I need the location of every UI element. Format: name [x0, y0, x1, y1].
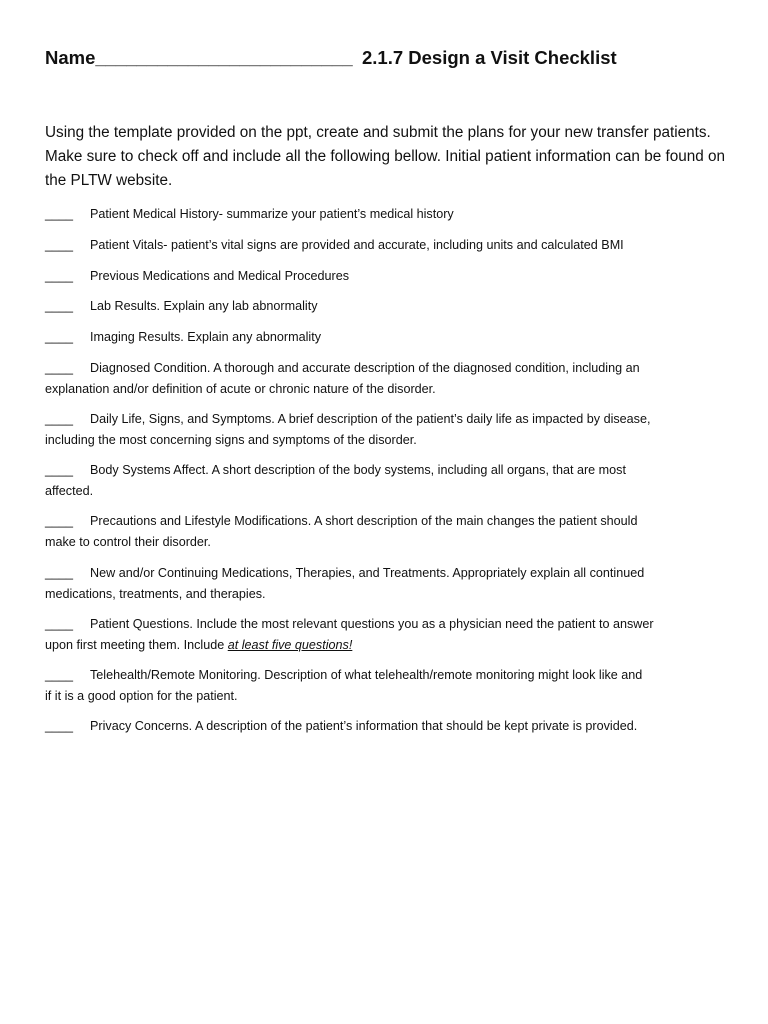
check-blank: ____ — [45, 299, 74, 313]
checklist-item-text: Body Systems Affect. A short description of the body systems, including all organs, that are most — [90, 463, 626, 477]
checklist-item-text-continued: including the most concerning signs and symptoms of the disorder. — [45, 433, 417, 447]
checklist-item-text-continued: explanation and/or definition of acute or chronic nature of the disorder. — [45, 382, 436, 396]
checklist-item-text: Patient Questions. Include the most relevant questions you as a physician need the patient to answer — [90, 617, 654, 631]
checklist-item-body-systems — [45, 460, 735, 502]
checklist-item-text-continued: affected. — [45, 484, 94, 498]
checklist-item-text-continued: if it is a good option for the patient. — [45, 689, 238, 703]
checklist-item-text: New and/or Continuing Medications, Therapies, and Treatments. Appropriately explain all continued — [90, 566, 645, 580]
page-title: 2.1.7 Design a Visit Checklist — [362, 47, 617, 68]
checklist-item-text: Diagnosed Condition. A thorough and accurate description of the diagnosed condition, including an — [90, 361, 640, 375]
check-blank: ____ — [45, 719, 74, 733]
checklist-item-text: Lab Results. Explain any lab abnormality — [90, 299, 318, 313]
checklist-item-imaging-results — [45, 327, 735, 348]
checklist-item-privacy — [45, 716, 735, 737]
check-blank: ____ — [45, 269, 74, 283]
checklist-item-text: Patient Vitals- patient’s vital signs are provided and accurate, including units and calculated BMI — [90, 238, 624, 252]
checklist-item-lab-results — [45, 296, 735, 317]
checklist-item-telehealth — [45, 665, 735, 707]
checklist-item-diagnosed-condition — [45, 358, 735, 400]
check-blank: ____ — [45, 330, 74, 344]
checklist-item-text: Previous Medications and Medical Procedures — [90, 269, 350, 283]
checklist-item-precautions — [45, 511, 735, 553]
check-blank: ____ — [45, 207, 74, 221]
check-blank: ____ — [45, 238, 74, 252]
name-field-label: Name_________________________ — [45, 47, 353, 68]
checklist-item-text: Daily Life, Signs, and Symptoms. A brief description of the patient’s daily life as impacted by disease, — [90, 412, 651, 426]
emphasized-requirement: at least five questions! — [227, 638, 353, 652]
checklist-item-text: Imaging Results. Explain any abnormality — [90, 330, 321, 344]
checklist-item-continuing-medications — [45, 563, 735, 605]
check-blank: ____ — [45, 514, 74, 528]
checklist-item-medical-history — [45, 204, 735, 225]
checklist-item-patient-questions — [45, 614, 735, 656]
worksheet-header — [45, 47, 735, 75]
checklist-item-text: Patient Medical History- summarize your patient’s medical history — [90, 207, 454, 221]
worksheet-page — [45, 0, 735, 1024]
check-blank: ____ — [45, 668, 74, 682]
checklist-item-daily-life — [45, 409, 735, 451]
checklist-item-text-continued: medications, treatments, and therapies. — [45, 587, 266, 601]
check-blank: ____ — [45, 566, 74, 580]
check-blank: ____ — [45, 361, 74, 375]
checklist-item-text-continued: make to control their disorder. — [45, 535, 211, 549]
checklist-item-text-continued: upon first meeting them. Include — [45, 638, 228, 652]
checklist-item-text: Precautions and Lifestyle Modifications. A short description of the main changes the patient should — [90, 514, 638, 528]
instructions-paragraph: Using the template provided on the ppt, create and submit the plans for your new transfer patients. Make sure to check off and include all the following bellow. Initial patient information can be found on the PLTW website. — [45, 124, 726, 189]
checklist-item-vitals — [45, 235, 735, 256]
check-blank: ____ — [45, 463, 74, 477]
checklist-item-text: Telehealth/Remote Monitoring. Description of what telehealth/remote monitoring might look like and — [90, 668, 643, 682]
check-blank: ____ — [45, 412, 74, 426]
check-blank: ____ — [45, 617, 74, 631]
checklist-item-text: Privacy Concerns. A description of the patient’s information that should be kept private is provided. — [90, 719, 638, 733]
checklist-item-previous-medications — [45, 266, 735, 287]
